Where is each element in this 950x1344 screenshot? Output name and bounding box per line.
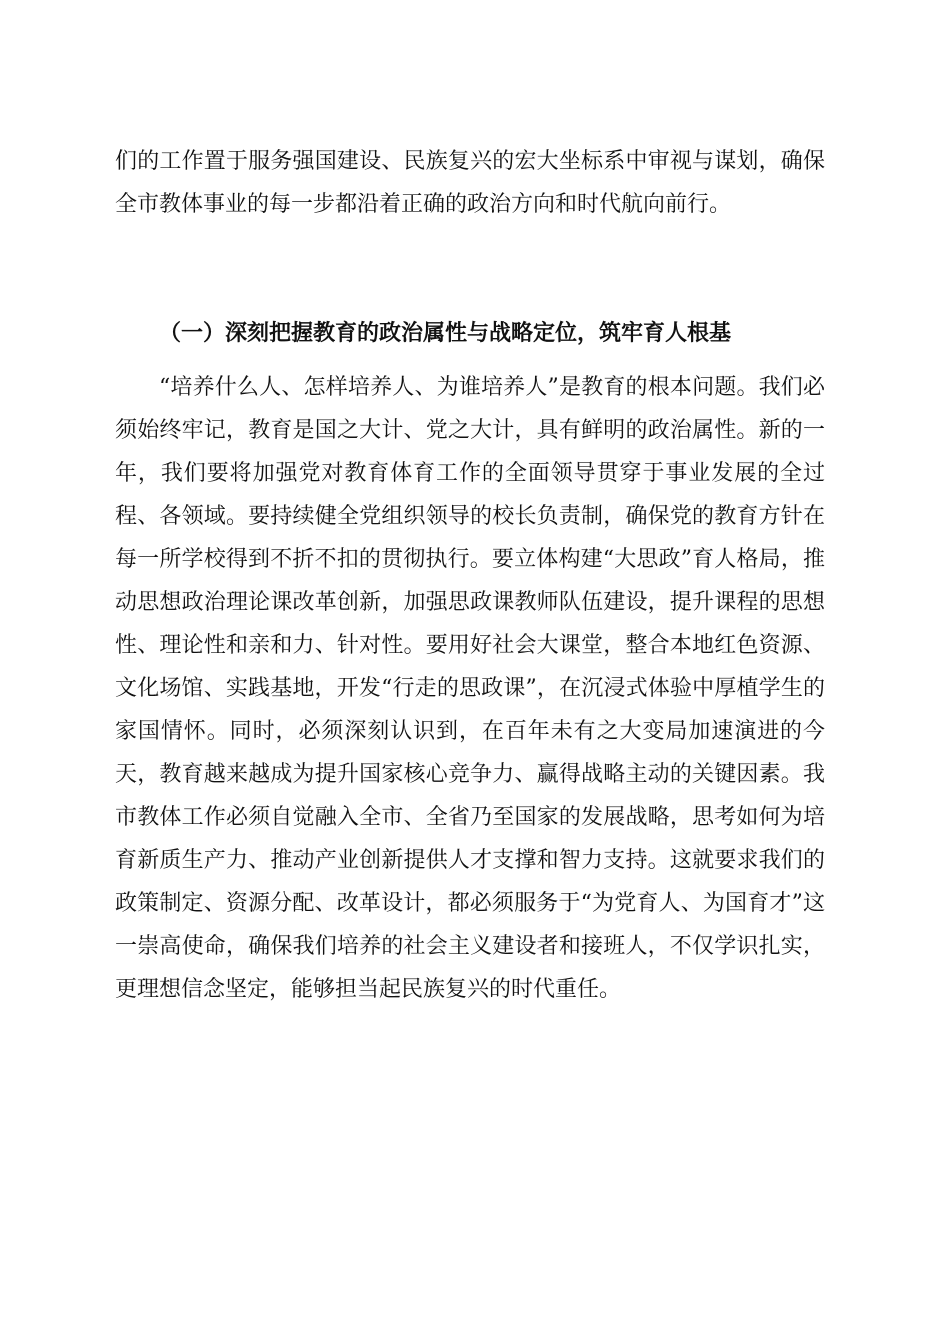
section-body-paragraph: “培养什么人、怎样培养人、为谁培养人”是教育的根本问题。我们必须始终牢记，教育是国之大计、党之大计，具有鲜明的政治属性。新的一年，我们要将加强党对教育体育工作的全面领导贯穿于事业发展的全过程、各领域。要持续健全党组织领导的校长负责制，确保党的教育方针在每一所学校得到不折不扣的贯彻执行。要立体构建“大思政”育人格局，推动思想政治理论课改革创新，加强思政课教师队伍建设，提升课程的思想性、理论性和亲和力、针对性。要用好社会大课堂，整合本地红色资源、文化场馆、实践基地，开发“行走的思政课”，在沉浸式体验中厚植学生的家国情怀。同时，必须深刻认识到，在百年未有之大变局加速演进的今天，教育越来越成为提升国家核心竞争力、赢得战略主动的关键因素。我市教体工作必须自觉融入全市、全省乃至国家的发展战略，思考如何为培育新质生产力、推动产业创新提供人才支撑和智力支持。这就要求我们的政策制定、资源分配、改革设计，都必须服务于“为党育人、为国育才”这一崇高使命，确保我们培养的社会主义建设者和接班人，不仅学识扎实，更理想信念坚定，能够担当起民族复兴的时代重任。 <box>115 375 825 1002</box>
section-heading: （一）深刻把握教育的政治属性与战略定位，筑牢育人根基 <box>159 321 732 346</box>
body-paragraph-continued: 们的工作置于服务强国建设、民族复兴的宏大坐标系中审视与谋划，确保全市教体事业的每一步都沿着正确的政治方向和时代航向前行。 <box>115 149 825 217</box>
